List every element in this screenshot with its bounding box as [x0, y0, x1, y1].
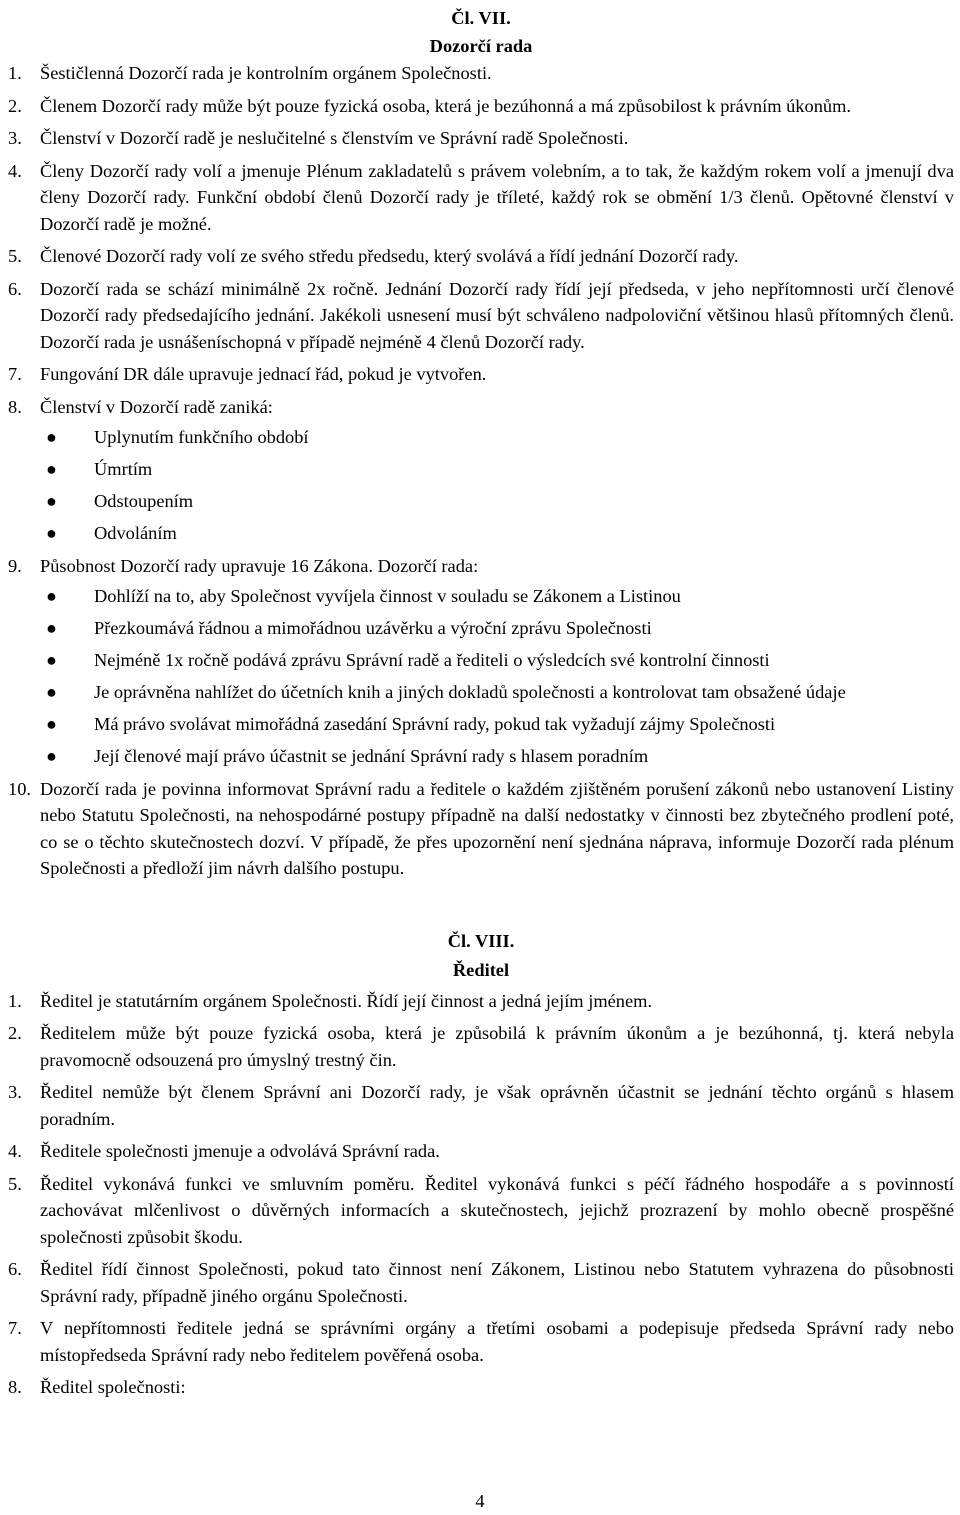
- powers-bullet-list: [8, 583, 954, 770]
- article-7-title: Dozorčí rada: [429, 36, 533, 56]
- list-item: [8, 1315, 954, 1368]
- list-item: [8, 1138, 954, 1165]
- bullet-item: [8, 456, 954, 483]
- list-item: [8, 553, 954, 770]
- item-text: Ředitel vykonává funkci ve smluvním poměru. Ředitel vykonává funkci s péčí řádného hospodáře a s povinností zachovávat mlčenlivost o důvěrných informacích a skutečnostech, jejichž prozrazení by mohlo obecně prospěšné společnosti způsobit škodu.: [40, 1173, 954, 1247]
- item-text: Ředitel řídí činnost Společnosti, pokud tato činnost není Zákonem, Listinou nebo Statutem vyhrazena do působnosti Správní rady, případně jiného orgánu Společnosti.: [40, 1259, 954, 1306]
- page-number: 4: [475, 1491, 485, 1511]
- item-text: V nepřítomnosti ředitele jedná se správními orgány a třetími osobami a podepisuje předseda Správní rady nebo místopředseda Správní rady nebo ředitelem pověřená osoba.: [40, 1318, 954, 1365]
- item-text: Dozorčí rada je povinna informovat Správní radu a ředitele o každém zjištěném porušení zákonů nebo ustanovení Listiny nebo Statutu Společnosti, na nehospodárné postupy případně na další nedostatky v činnosti bez zbytečného prodlení poté, co se o těchto skutečnostech dozví. V případě, že přes upozornění není sjednána náprava, informuje Dozorčí rada plénum Společnosti a předloží jim návrh dalšího postupu.: [40, 778, 954, 878]
- bullet-icon: ●: [46, 491, 57, 511]
- bullet-text: Její členové mají právo účastnit se jednání Správní rady s hlasem poradním: [94, 746, 649, 766]
- item-text: Členy Dozorčí rady volí a jmenuje Plénum zakladatelů s právem volebním, a to tak, že každým rokem volí a jmenují dva členy Dozorčí rady. Funkční období členů Dozorčí rady je tříleté, každý rok se obmění 1/3 členů. Opětovné členství v Dozorčí radě je možné.: [40, 160, 954, 234]
- bullet-text: Nejméně 1x ročně podává zprávu Správní radě a řediteli o výsledcích své kontrolní činnosti: [94, 650, 770, 670]
- bullet-icon: ●: [46, 714, 57, 734]
- bullet-icon: ●: [46, 427, 57, 447]
- item-text: Působnost Dozorčí rady upravuje 16 Zákona. Dozorčí rada:: [40, 555, 479, 576]
- article-8-number: Čl. VIII.: [447, 930, 515, 951]
- item-text: Fungování DR dále upravuje jednací řád, pokud je vytvořen.: [40, 364, 487, 384]
- list-item: [8, 93, 954, 120]
- list-item: [8, 1079, 954, 1132]
- item-text: Ředitel je statutárním orgánem Společnosti. Řídí její činnost a jedná jejím jménem.: [40, 990, 653, 1011]
- bullet-item: [8, 711, 954, 738]
- item-text: Ředitel nemůže být členem Správní ani Dozorčí rady, je však oprávněn účastnit se jednání těchto orgánů s hlasem poradním.: [40, 1082, 954, 1129]
- bullet-item: [8, 679, 954, 706]
- bullet-item: [8, 488, 954, 515]
- list-item: [8, 776, 954, 882]
- bullet-icon: ●: [46, 586, 57, 606]
- bullet-item: [8, 583, 954, 610]
- bullet-text: Dohlíží na to, aby Společnost vyvíjela činnost v souladu se Zákonem a Listinou: [94, 586, 681, 606]
- item-number: 10.: [8, 778, 31, 799]
- bullet-item: [8, 520, 954, 547]
- bullet-icon: ●: [46, 682, 57, 702]
- list-item: [8, 60, 954, 87]
- list-item: [8, 988, 954, 1015]
- item-text: Členství v Dozorčí radě je neslučitelné s členstvím ve Správní radě Společnosti.: [40, 128, 629, 148]
- item-number: 8.: [8, 1377, 22, 1397]
- item-text: Ředitele společnosti jmenuje a odvolává Správní rada.: [40, 1141, 440, 1161]
- list-item: [8, 125, 954, 152]
- item-number: 8.: [8, 396, 22, 417]
- bullet-icon: ●: [46, 618, 57, 638]
- item-number: 2.: [8, 95, 22, 116]
- bullet-icon: ●: [46, 746, 57, 766]
- item-number: 4.: [8, 1141, 22, 1161]
- item-number: 9.: [8, 555, 22, 576]
- bullet-text: Odvoláním: [94, 523, 177, 543]
- item-number: 6.: [8, 1259, 22, 1279]
- termination-bullet-list: [8, 424, 954, 547]
- list-item: [8, 276, 954, 356]
- item-text: Dozorčí rada se schází minimálně 2x ročně. Jednání Dozorčí rady řídí její předseda, v jeho nepřítomnosti určí členové Dozorčí rady předsedajícího jednání. Jakékoli usnesení musí být schváleno nadpoloviční většinou hlasů přítomných členů. Dozorčí rada je usnášeníschopná v případě nejméně 4 členů Dozorčí rady.: [40, 278, 954, 352]
- bullet-icon: ●: [46, 650, 57, 670]
- bullet-icon: ●: [46, 459, 57, 479]
- item-number: 4.: [8, 160, 22, 181]
- item-number: 1.: [8, 63, 22, 83]
- item-text: Členství v Dozorčí radě zaniká:: [40, 396, 273, 417]
- list-item: [8, 158, 954, 238]
- bullet-text: Úmrtím: [94, 459, 153, 479]
- list-item: [8, 243, 954, 270]
- bullet-text: Přezkoumává řádnou a mimořádnou uzávěrku a výroční zprávu Společnosti: [94, 618, 652, 638]
- item-number: 7.: [8, 1318, 22, 1338]
- article-7-number: Čl. VII.: [451, 8, 511, 28]
- list-item: [8, 1256, 954, 1309]
- document-page: [8, 4, 954, 1407]
- article-7-list: [8, 60, 954, 882]
- item-number: 3.: [8, 1082, 22, 1102]
- article-8-list: [8, 988, 954, 1401]
- bullet-item: [8, 615, 954, 642]
- item-number: 5.: [8, 246, 22, 266]
- item-number: 6.: [8, 278, 22, 299]
- list-item: [8, 361, 954, 388]
- bullet-item: [8, 424, 954, 451]
- item-number: 1.: [8, 990, 22, 1011]
- bullet-item: [8, 743, 954, 770]
- list-item: [8, 1171, 954, 1251]
- bullet-icon: ●: [46, 523, 57, 543]
- bullet-text: Má právo svolávat mimořádná zasedání Správní rady, pokud tak vyžadují zájmy Společnosti: [94, 714, 776, 734]
- item-text: Šestičlenná Dozorčí rada je kontrolním orgánem Společnosti.: [40, 63, 492, 83]
- item-number: 7.: [8, 364, 22, 384]
- item-number: 3.: [8, 128, 22, 148]
- item-text: Členové Dozorčí rady volí ze svého středu předsedu, který svolává a řídí jednání Dozorčí rady.: [40, 246, 739, 266]
- item-text: Ředitel společnosti:: [40, 1377, 186, 1397]
- bullet-text: Je oprávněna nahlížet do účetních knih a jiných dokladů společnosti a kontrolovat tam obsažené údaje: [94, 682, 846, 702]
- list-item: [8, 1374, 954, 1401]
- bullet-text: Odstoupením: [94, 491, 194, 511]
- list-item: [8, 1020, 954, 1073]
- item-number: 2.: [8, 1023, 22, 1043]
- item-text: Členem Dozorčí rady může být pouze fyzická osoba, která je bezúhonná a má způsobilost k právním úkonům.: [40, 95, 851, 116]
- bullet-text: Uplynutím funkčního období: [94, 427, 309, 447]
- article-8-title: Ředitel: [452, 959, 510, 980]
- item-text: Ředitelem může být pouze fyzická osoba, která je způsobilá k právním úkonům a je bezúhonná, tj. která nebyla pravomocně odsouzená pro úmyslný trestný čin.: [40, 1023, 954, 1070]
- list-item: [8, 394, 954, 547]
- bullet-item: [8, 647, 954, 674]
- item-number: 5.: [8, 1173, 22, 1194]
